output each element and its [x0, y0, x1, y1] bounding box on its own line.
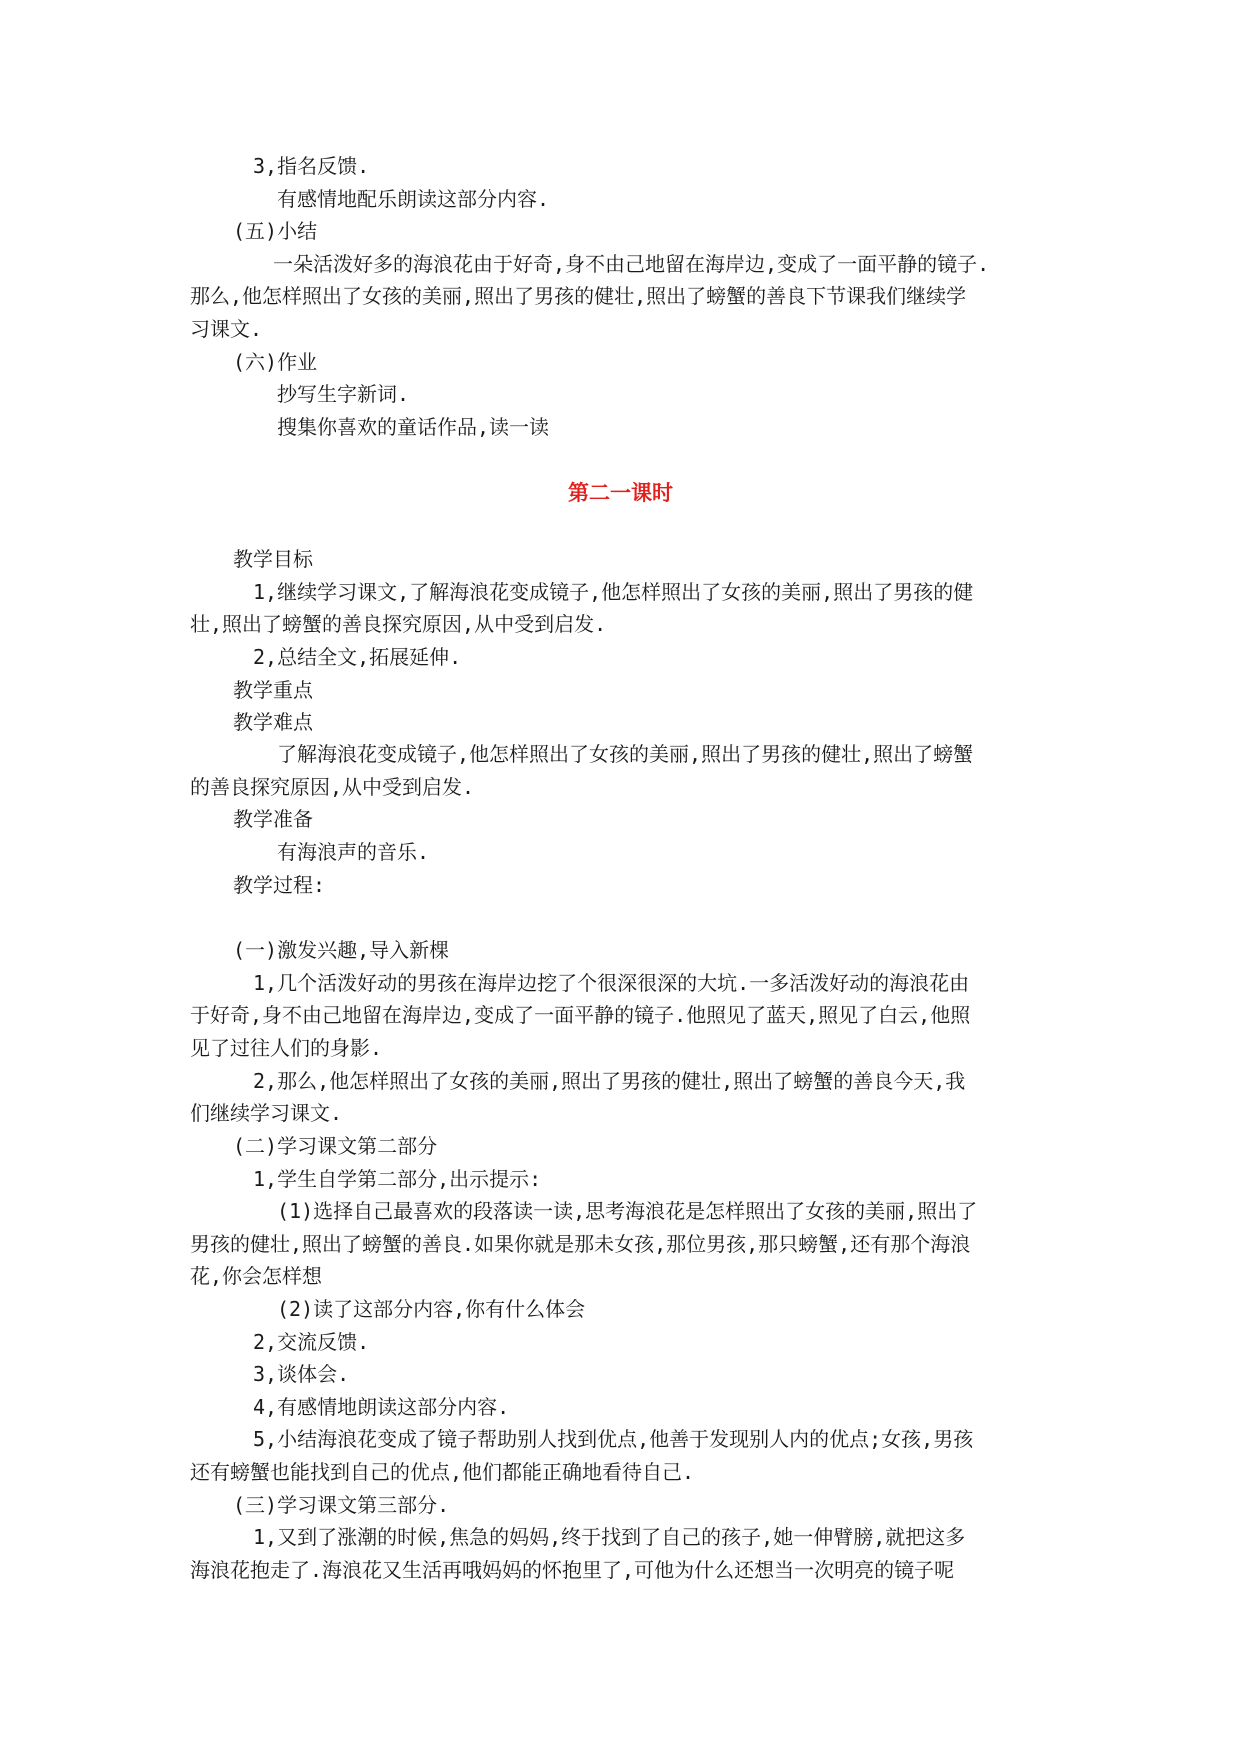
text-line: (1)选择自己最喜欢的段落读一读,思考海浪花是怎样照出了女孩的美丽,照出了 — [277, 1199, 978, 1223]
text-line: 还有螃蟹也能找到自己的优点,他们都能正确地看待自己. — [190, 1460, 695, 1484]
section-heading: 教学难点 — [233, 710, 313, 734]
section-heading: (五)小结 — [233, 219, 318, 243]
text-line: 有感情地配乐朗读这部分内容. — [277, 187, 550, 211]
text-line: 有海浪声的音乐. — [277, 840, 430, 864]
section-heading: 教学重点 — [233, 678, 313, 702]
text-line: 2,交流反馈. — [253, 1330, 370, 1354]
text-line: 花,你会怎样想 — [190, 1264, 323, 1288]
text-line: 男孩的健壮,照出了螃蟹的善良.如果你就是那未女孩,那位男孩,那只螃蟹,还有那个海浪 — [190, 1232, 971, 1256]
text-line: 海浪花抱走了.海浪花又生活再哦妈妈的怀抱里了,可他为什么还想当一次明亮的镜子呢 — [190, 1558, 955, 1582]
section-heading: 教学目标 — [233, 547, 313, 571]
section-heading: (三)学习课文第三部分. — [233, 1493, 450, 1517]
text-line: 3,指名反馈. — [253, 154, 370, 178]
text-line: 1,学生自学第二部分,出示提示: — [253, 1167, 542, 1191]
text-line: 们继续学习课文. — [190, 1101, 343, 1125]
section-heading: 教学准备 — [233, 807, 313, 831]
text-line: 1,又到了涨潮的时候,焦急的妈妈,终于找到了自己的孩子,她一伸臂膀,就把这多 — [253, 1525, 966, 1549]
text-line: 3,谈体会. — [253, 1362, 350, 1386]
text-line: 那么,他怎样照出了女孩的美丽,照出了男孩的健壮,照出了螃蟹的善良下节课我们继续学 — [190, 284, 967, 308]
section-heading: (二)学习课文第二部分 — [233, 1134, 438, 1158]
text-line: 一朵活泼好多的海浪花由于好奇,身不由己地留在海岸边,变成了一面平静的镜子. — [273, 252, 990, 276]
text-line: 2,总结全文,拓展延伸. — [253, 645, 462, 669]
text-line: 1,几个活泼好动的男孩在海岸边挖了个很深很深的大坑.一多活泼好动的海浪花由 — [253, 971, 970, 995]
text-line: 见了过往人们的身影. — [190, 1036, 383, 1060]
text-line: 搜集你喜欢的童话作品,读一读 — [277, 415, 550, 439]
text-line: 5,小结海浪花变成了镜子帮助别人找到优点,他善于发现别人内的优点;女孩,男孩 — [253, 1427, 974, 1451]
text-line: 习课文. — [190, 317, 263, 341]
text-line: (2)读了这部分内容,你有什么体会 — [277, 1297, 586, 1321]
text-line: 壮,照出了螃蟹的善良探究原因,从中受到启发. — [190, 612, 607, 636]
text-line: 抄写生字新词. — [277, 382, 410, 406]
section-heading: (六)作业 — [233, 350, 318, 374]
text-line: 1,继续学习课文,了解海浪花变成镜子,他怎样照出了女孩的美丽,照出了男孩的健 — [253, 580, 974, 604]
text-line: 了解海浪花变成镜子,他怎样照出了女孩的美丽,照出了男孩的健壮,照出了螃蟹 — [277, 742, 974, 766]
section-heading: (一)激发兴趣,导入新棵 — [233, 938, 450, 962]
text-line: 4,有感情地朗读这部分内容. — [253, 1395, 510, 1419]
lesson-title: 第二一课时 — [568, 481, 673, 505]
section-heading: 教学过程: — [233, 873, 326, 897]
text-line: 2,那么,他怎样照出了女孩的美丽,照出了男孩的健壮,照出了螃蟹的善良今天,我 — [253, 1069, 966, 1093]
text-line: 的善良探究原因,从中受到启发. — [190, 775, 475, 799]
text-line: 于好奇,身不由己地留在海岸边,变成了一面平静的镜子.他照见了蓝天,照见了白云,他照 — [190, 1003, 971, 1027]
